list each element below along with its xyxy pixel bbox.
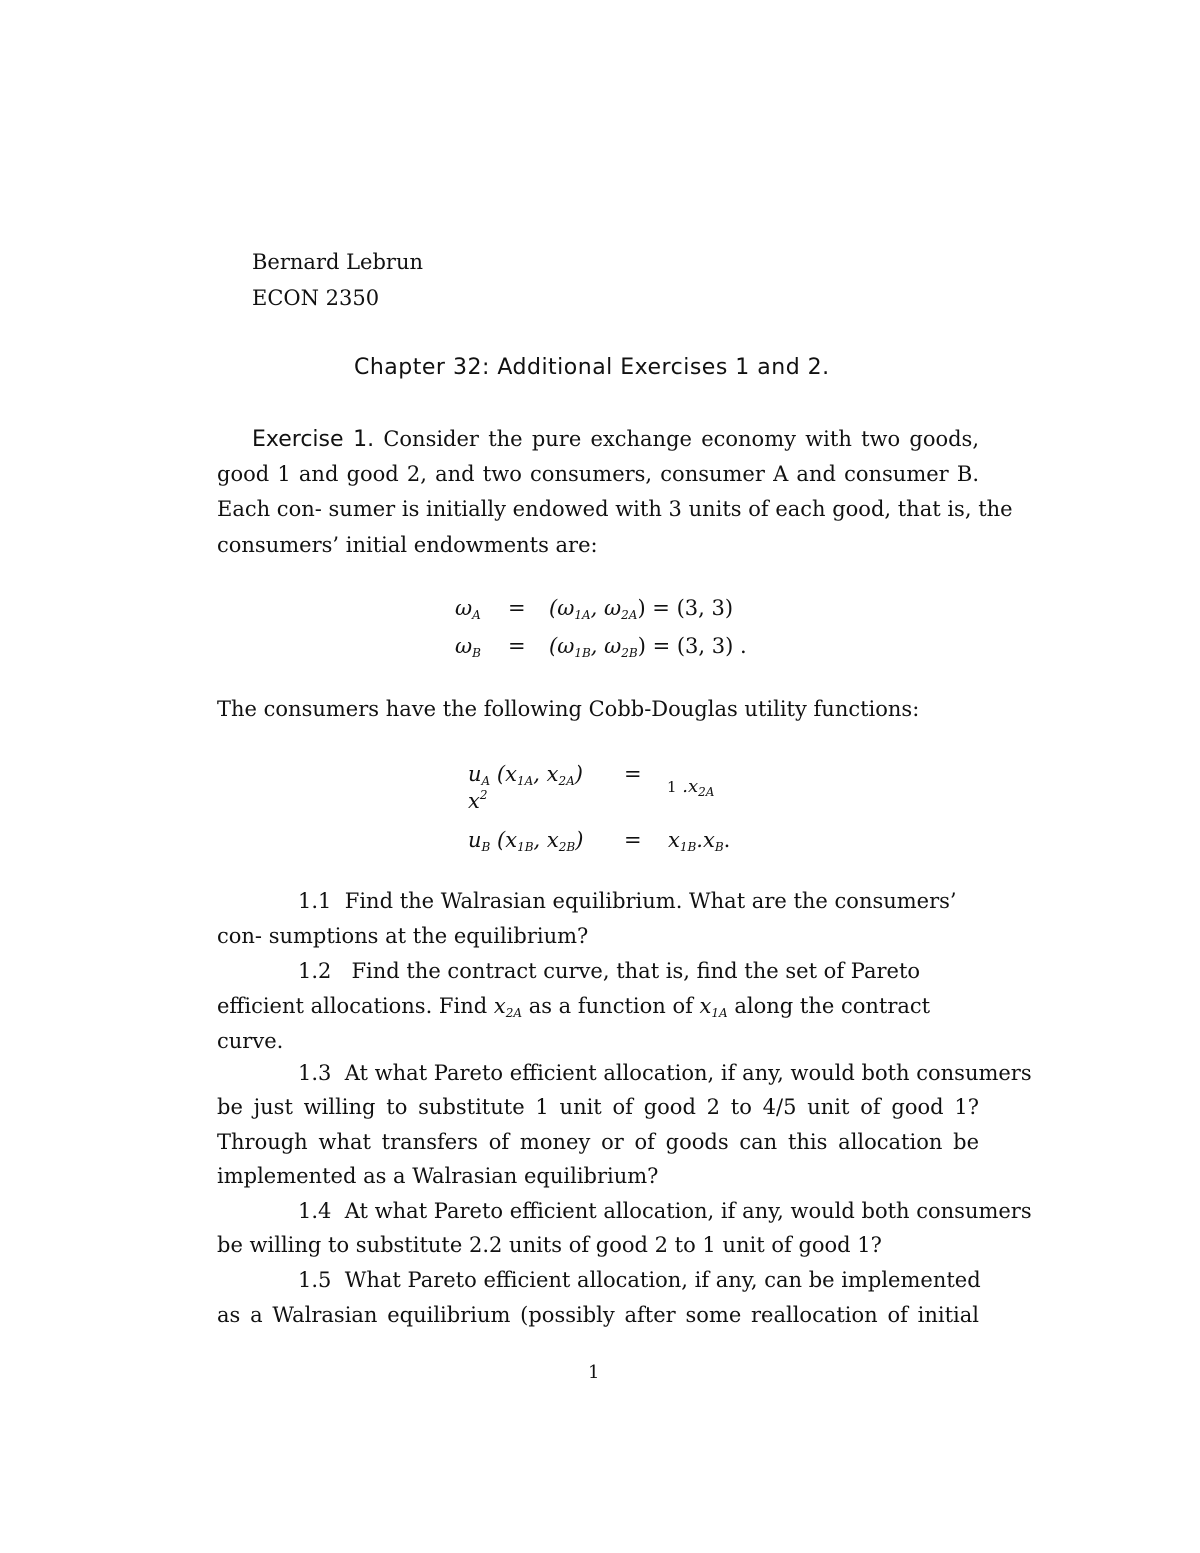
question-1-3-line-4: implemented as a Walrasian equilibrium? xyxy=(217,1164,659,1188)
utility-a-x-squared: $x^2$ xyxy=(468,788,488,813)
question-number: 1.3 xyxy=(298,1061,332,1085)
exercise-intro-line-3: Each con- sumer is initially endowed with 3 units of each good, that is, the xyxy=(217,497,1013,521)
question-1-1-line-2: con- sumptions at the equilibrium? xyxy=(217,924,589,948)
author-name: Bernard Lebrun xyxy=(252,250,424,274)
question-number: 1.4 xyxy=(298,1199,332,1223)
question-1-1-line-1: 1.1 Find the Walrasian equilibrium. What are the consumers’ xyxy=(298,889,957,913)
question-1-5-line-1: 1.5 What Pareto efficient allocation, if any, can be implemented xyxy=(298,1268,981,1292)
exercise-intro-line-1: Exercise 1. Consider the pure exchange economy with two goods, xyxy=(252,427,979,452)
question-1-3-line-1: 1.3 At what Pareto efficient allocation, if any, would both consumers xyxy=(298,1061,1032,1085)
question-1-2-line-2: efficient allocations. Find $x_{2A}$ as a function of $x_{1A}$ along the contract xyxy=(217,994,931,1020)
utility-b-equals: = xyxy=(624,828,642,852)
endowment-eq-b-lhs: $\omega_B$ xyxy=(455,634,481,660)
question-1-4-line-1: 1.4 At what Pareto efficient allocation, if any, would both consumers xyxy=(298,1199,1032,1223)
utility-a-equals: = xyxy=(624,762,642,786)
endowment-eq-a-rhs: ($\omega_{1A}$, $\omega_{2A}) = (3$, 3) xyxy=(549,596,734,622)
question-number: 1.1 xyxy=(298,889,332,913)
endowment-eq-b-rhs: ($\omega_{1B}$, $\omega_{2B}) = (3$, 3) . xyxy=(549,634,747,660)
utility-intro: The consumers have the following Cobb-Douglas utility functions: xyxy=(217,697,920,721)
exercise-intro-line-2: good 1 and good 2, and two consumers, consumer A and consumer B. xyxy=(217,462,979,486)
question-1-5-line-2: as a Walrasian equilibrium (possibly after some reallocation of initial xyxy=(217,1303,979,1327)
question-1-4-line-2: be willing to substitute 2.2 units of good 2 to 1 unit of good 1? xyxy=(217,1233,882,1257)
exercise-intro-line-4: consumers’ initial endowments are: xyxy=(217,533,598,557)
question-1-2-line-1: 1.2 Find the contract curve, that is, find the set of Pareto xyxy=(298,959,921,983)
course-code: ECON 2350 xyxy=(252,286,380,310)
question-1-2-line-3: curve. xyxy=(217,1029,284,1053)
utility-b-rhs: $x_{1B}.x_B$. xyxy=(668,828,731,854)
utility-a-rhs: 1 $.x_{2A}$ xyxy=(667,776,715,799)
exercise-label: Exercise 1. xyxy=(252,427,375,452)
question-1-3-line-3: Through what transfers of money or of goods can this allocation be xyxy=(217,1130,979,1154)
chapter-title: Chapter 32: Additional Exercises 1 and 2. xyxy=(354,355,830,380)
endowment-eq-b-equals: = xyxy=(508,634,526,658)
endowment-eq-a-equals: = xyxy=(508,596,526,620)
question-1-3-line-2: be just willing to substitute 1 unit of good 2 to 4/5 unit of good 1? xyxy=(217,1095,979,1119)
page-number: 1 xyxy=(588,1362,600,1383)
utility-a-lhs: $u_A$ ($x_{1A}$, $x_{2A}$) xyxy=(468,762,583,788)
question-number: 1.2 xyxy=(298,959,332,983)
endowment-eq-a-lhs: $\omega_A$ xyxy=(455,596,481,622)
question-number: 1.5 xyxy=(298,1268,332,1292)
utility-b-lhs: $u_B$ ($x_{1B}$, $x_{2B}$) xyxy=(468,828,584,854)
